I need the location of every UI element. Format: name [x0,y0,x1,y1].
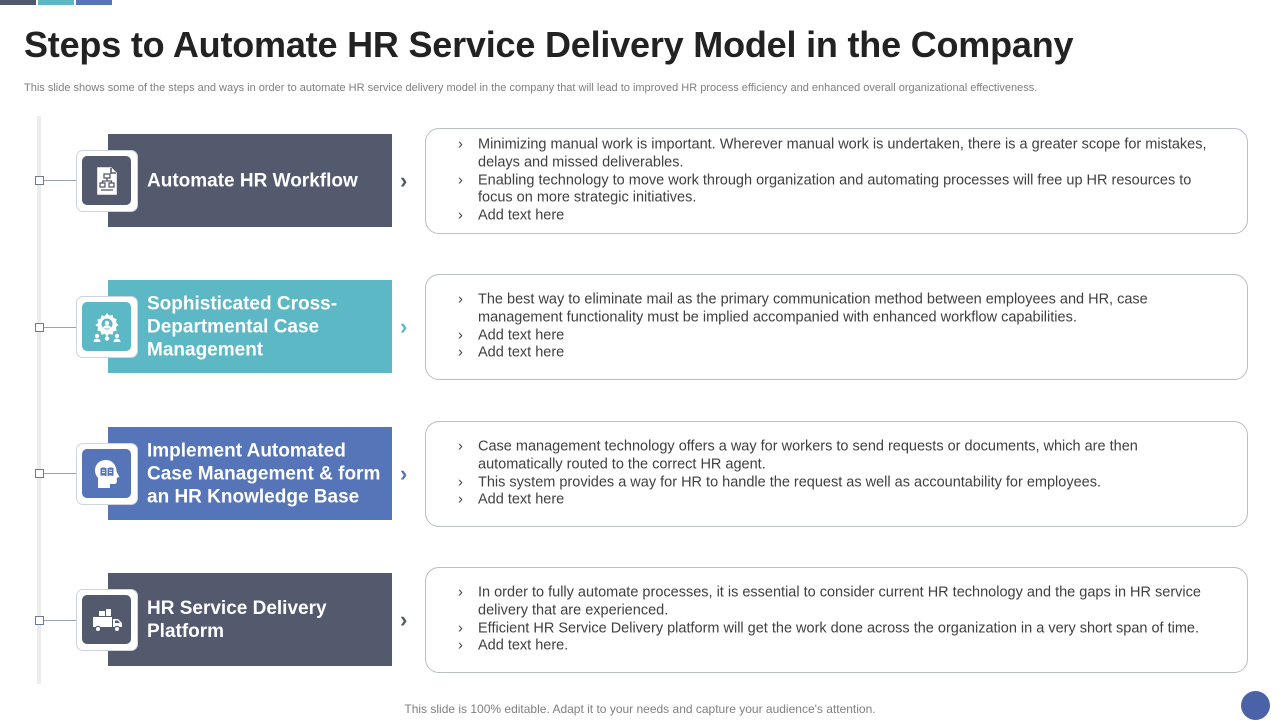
step-4-description-card [425,567,1248,673]
timeline-node [35,323,44,332]
step-2-icon-frame [76,296,138,358]
chevron-right-icon: › [400,461,408,486]
bullet-item: › Add text here [458,492,1223,510]
step-4 [0,567,1280,677]
bullet-item: › Add text here. [458,638,1223,656]
chevron-right-icon: › [400,168,408,193]
page-subtitle: This slide shows some of the steps and ways in order to automate HR service delivery model in the company that will lead to improved HR process efficiency and enhanced overall organizational effectiveness. [24,82,1038,94]
workflow-document-icon [82,156,131,205]
step-4-label: HR Service Delivery Platform [147,597,327,642]
step-2-description-card [425,274,1248,380]
team-gear-icon [82,302,131,351]
corner-decoration-circle [1241,691,1270,720]
top-accent-bar-blue [76,0,112,5]
step-3-icon-frame [76,443,138,505]
bullet-item: › Enabling technology to move work through organization and automating processes will free up HR resources to focus on more strategic initiatives. [458,172,1223,208]
step-4-icon-frame [76,589,138,651]
step-1-description-card [425,128,1248,234]
step-2-header [108,280,392,373]
step-1-icon-frame [76,150,138,212]
footer-note [0,702,1280,716]
step-2 [0,274,1280,384]
bullet-item: › Efficient HR Service Delivery platform will get the work done across the organization in a very short span of time. [458,620,1223,638]
timeline-connector [44,473,78,474]
head-book-icon [82,449,131,498]
step-1-header [108,134,392,227]
timeline-node [35,616,44,625]
bullet-item: › The best way to eliminate mail as the primary communication method between employees and HR, case management functionality must be implied accompanied with enhanced workflow capabilities. [458,291,1223,327]
bullet-item: › Add text here [458,327,1223,345]
top-accent-bar-teal [38,0,74,5]
top-accent-bars [0,0,114,5]
bullet-item: › Case management technology offers a way for workers to send requests or documents, which are then automatically routed to the correct HR agent. [458,438,1223,474]
chevron-right-icon: › [400,314,408,339]
top-accent-bar-slate [0,0,36,5]
timeline-connector [44,180,78,181]
bullet-item: › Add text here [458,345,1223,363]
step-3-label: Implement Automated Case Management & form an HR Knowledge Base [147,440,381,507]
page-title: Steps to Automate HR Service Delivery Model in the Company [24,24,1074,65]
bullet-item: › In order to fully automate processes, it is essential to consider current HR technology and the gaps in HR service delivery that are experienced. [458,584,1223,620]
step-1-label: Automate HR Workflow [147,170,358,191]
step-3-description-card [425,421,1248,527]
delivery-truck-icon [82,595,131,644]
step-3 [0,421,1280,531]
bullet-item: › Add text here [458,208,1223,226]
timeline-node [35,469,44,478]
timeline-connector [44,620,78,621]
timeline-connector [44,327,78,328]
step-1 [0,128,1280,238]
step-4-header [108,573,392,666]
bullet-item: › Minimizing manual work is important. Wherever manual work is undertaken, there is a greater scope for mistakes, delays and missed deliverables. [458,137,1223,173]
step-3-header [108,427,392,520]
chevron-right-icon: › [400,607,408,632]
timeline-node [35,176,44,185]
footer-text: This slide is 100% editable. Adapt it to your needs and capture your audience's attention. [404,702,876,716]
step-2-label: Sophisticated Cross-Departmental Case Management [147,293,338,360]
bullet-item: › This system provides a way for HR to handle the request as well as accountability for employees. [458,474,1223,492]
